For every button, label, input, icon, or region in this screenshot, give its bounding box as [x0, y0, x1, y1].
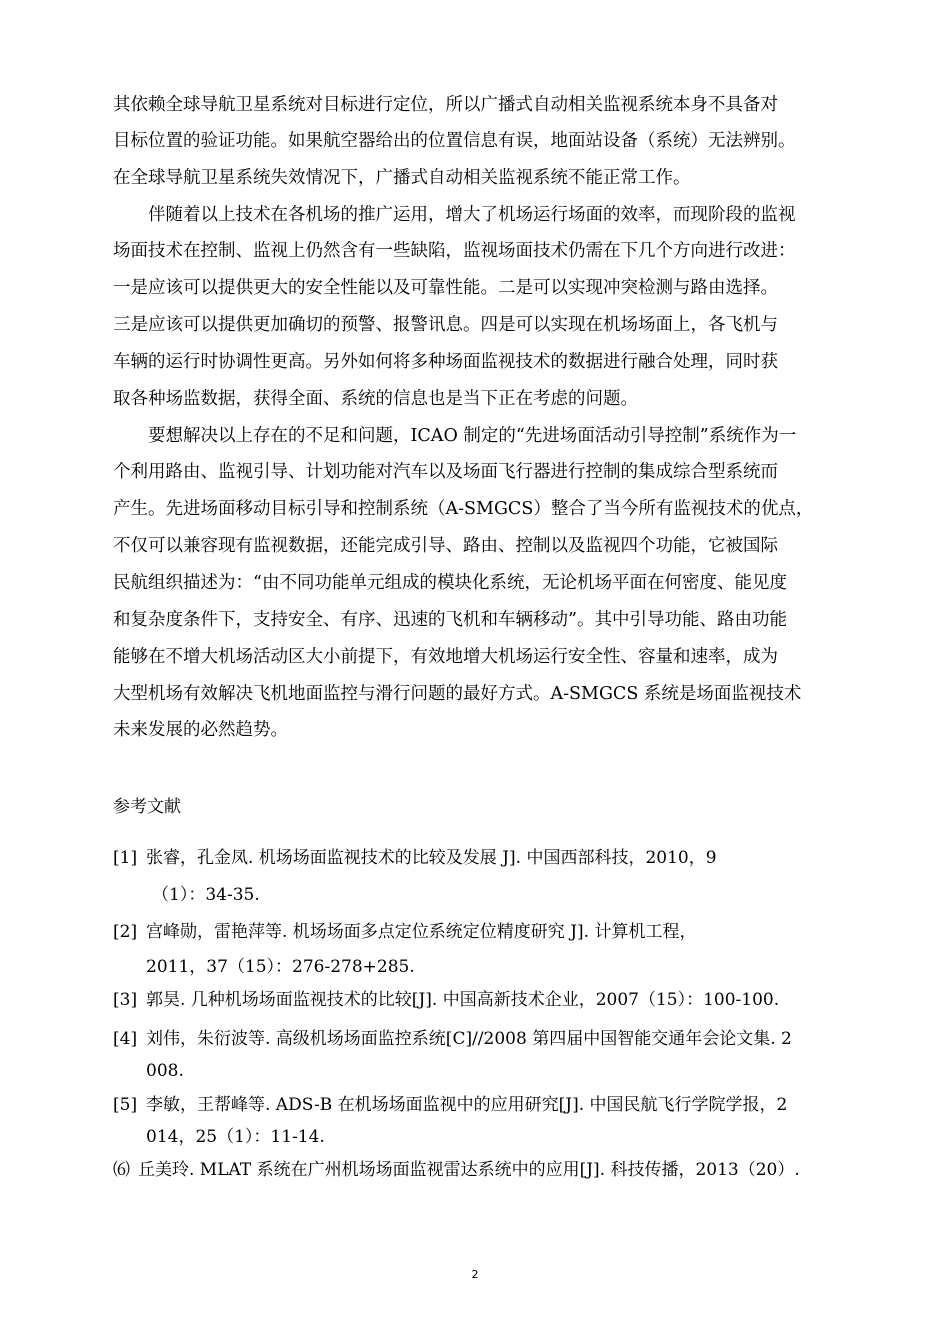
text-line: 一是应该可以提供更大的安全性能以及可靠性能。二是可以实现冲突检测与路由选择。	[113, 278, 778, 298]
reference-number: [5]	[113, 1095, 138, 1115]
reference-text: 宫峰勋，雷艳萍等. 机场场面多点定位系统定位精度研究 J]. 计算机工程，	[146, 922, 697, 942]
reference-text: 郭昊. 几种机场场面监视技术的比较[J]. 中国高新技术企业，2007（15）：100-100.	[146, 990, 780, 1010]
reference-text: 丘美玲. MLAT 系统在广州机场场面监视雷达系统中的应用[J]. 科技传播，2013（20）.	[138, 1160, 800, 1180]
text-line: 车辆的运行时协调性更高。另外如何将多种场面监视技术的数据进行融合处理，同时获	[113, 352, 778, 372]
text-line: 和复杂度条件下，支持安全、有序、迅速的飞机和车辆移动”。其中引导功能、路由功能	[113, 610, 787, 630]
text-line: 要想解决以上存在的不足和问题，ICAO 制定的“先进场面活动引导控制”系统作为一	[148, 426, 797, 446]
reference-text: 张睿，孔金凤. 机场场面监视技术的比较及发展 J]. 中国西部科技，2010，9	[146, 848, 717, 868]
reference-text: 刘伟，朱衍波等. 高级机场场面监控系统[C]//2008 第四届中国智能交通年会论文集. 2	[146, 1029, 792, 1049]
reference-text: 008.	[146, 1061, 184, 1081]
text-line: 个利用路由、监视引导、计划功能对汽车以及场面飞行器进行控制的集成综合型系统而	[113, 462, 778, 482]
text-line: 产生。先进场面移动目标引导和控制系统（A-SMGCS）整合了当今所有监视技术的优点，	[113, 499, 814, 519]
text-line: 大型机场有效解决飞机地面监控与滑行问题的最好方式。A-SMGCS 系统是场面监视技术	[113, 684, 802, 704]
reference-number: [4]	[113, 1029, 138, 1049]
text-line: 不仅可以兼容现有监视数据，还能完成引导、路由、控制以及监视四个功能，它被国际	[113, 536, 778, 556]
reference-number: [1]	[113, 848, 138, 868]
reference-text: 李敏，王帮峰等. ADS-B 在机场场面监视中的应用研究[J]. 中国民航飞行学院学报，2	[146, 1095, 788, 1115]
reference-text: 014，25（1）：11-14.	[146, 1127, 325, 1147]
text-line: 伴随着以上技术在各机场的推广运用，增大了机场运行场面的效率，而现阶段的监视	[148, 205, 796, 225]
references-heading: 参考文献	[113, 797, 181, 817]
text-line: 取各种场监数据，获得全面、系统的信息也是当下正在考虑的问题。	[113, 389, 638, 409]
text-line: 未来发展的必然趋势。	[113, 720, 288, 740]
reference-number: [3]	[113, 990, 138, 1010]
page-number: 2	[471, 1268, 479, 1281]
text-line: 其依赖全球导航卫星系统对目标进行定位，所以广播式自动相关监视系统本身不具备对	[113, 95, 778, 115]
reference-number: [2]	[113, 922, 138, 942]
reference-number: ⑹	[113, 1160, 130, 1180]
text-line: 目标位置的验证功能。如果航空器给出的位置信息有误，地面站设备（系统）无法辨别。	[113, 131, 796, 151]
text-line: 三是应该可以提供更加确切的预警、报警讯息。四是可以实现在机场场面上，各飞机与	[113, 315, 778, 335]
text-line: 民航组织描述为：“由不同功能单元组成的模块化系统，无论机场平面在何密度、能见度	[113, 573, 787, 593]
text-line: 场面技术在控制、监视上仍然含有一些缺陷，监视场面技术仍需在下几个方向进行改进：	[113, 241, 796, 261]
reference-text: （1）：34-35.	[152, 885, 260, 905]
text-line: 在全球导航卫星系统失效情况下，广播式自动相关监视系统不能正常工作。	[113, 168, 691, 188]
text-line: 能够在不增大机场活动区大小前提下，有效地增大机场运行安全性、容量和速率，成为	[113, 647, 778, 667]
reference-text: 2011，37（15）：276-278+285.	[146, 957, 415, 977]
